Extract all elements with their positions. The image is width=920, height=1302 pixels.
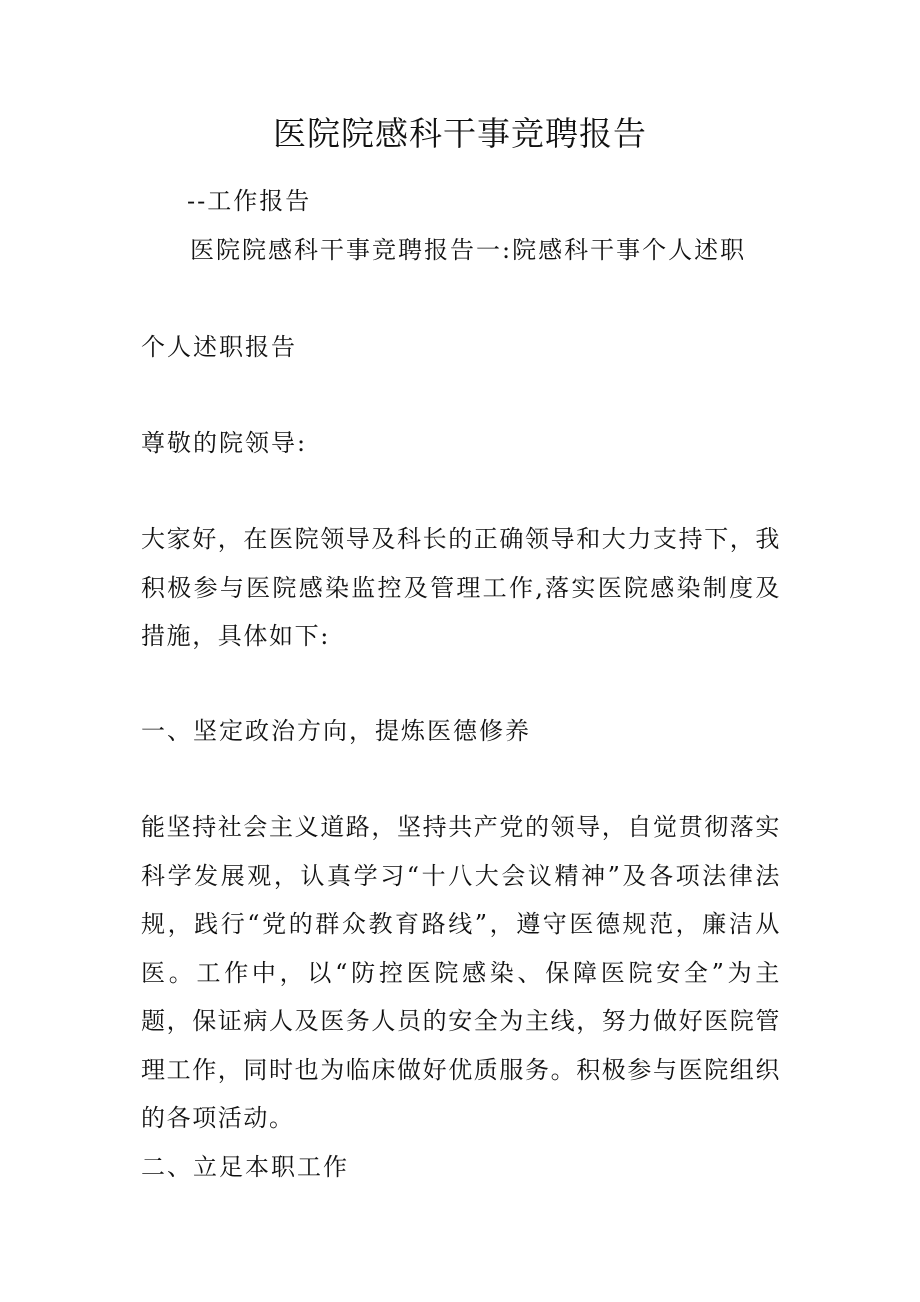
report-label: 个人述职报告: [141, 333, 297, 361]
point-2-heading: 二、立足本职工作: [141, 1153, 349, 1181]
document-title: 医院院感科干事竞聘报告: [273, 114, 647, 153]
salutation: 尊敬的院领导:: [141, 429, 308, 457]
section-heading: 医院院感科干事竞聘报告一:院感科干事个人述职: [190, 236, 747, 264]
intro-paragraph: 大家好，在医院领导及科长的正确领导和大力支持下，我积极参与医院感染监控及管理工作,落实医院感染制度及措施，具体如下:: [141, 525, 781, 650]
point-1-body: 能坚持社会主义道路，坚持共产党的领导，自觉贯彻落实科学发展观，认真学习“十八大会议精神”及各项法律法规，践行“党的群众教育路线”，遵守医德规范，廉洁从医。工作中，以“防控医院感染、保障医院安全”为主题，保证病人及医务人员的安全为主线，努力做好医院管理工作，同时也为临床做好优质服务。积极参与医院组织的各项活动。: [141, 813, 781, 1132]
point-1-heading: 一、坚定政治方向，提炼医德修养: [141, 717, 531, 745]
document-subtitle: --工作报告: [187, 187, 312, 215]
